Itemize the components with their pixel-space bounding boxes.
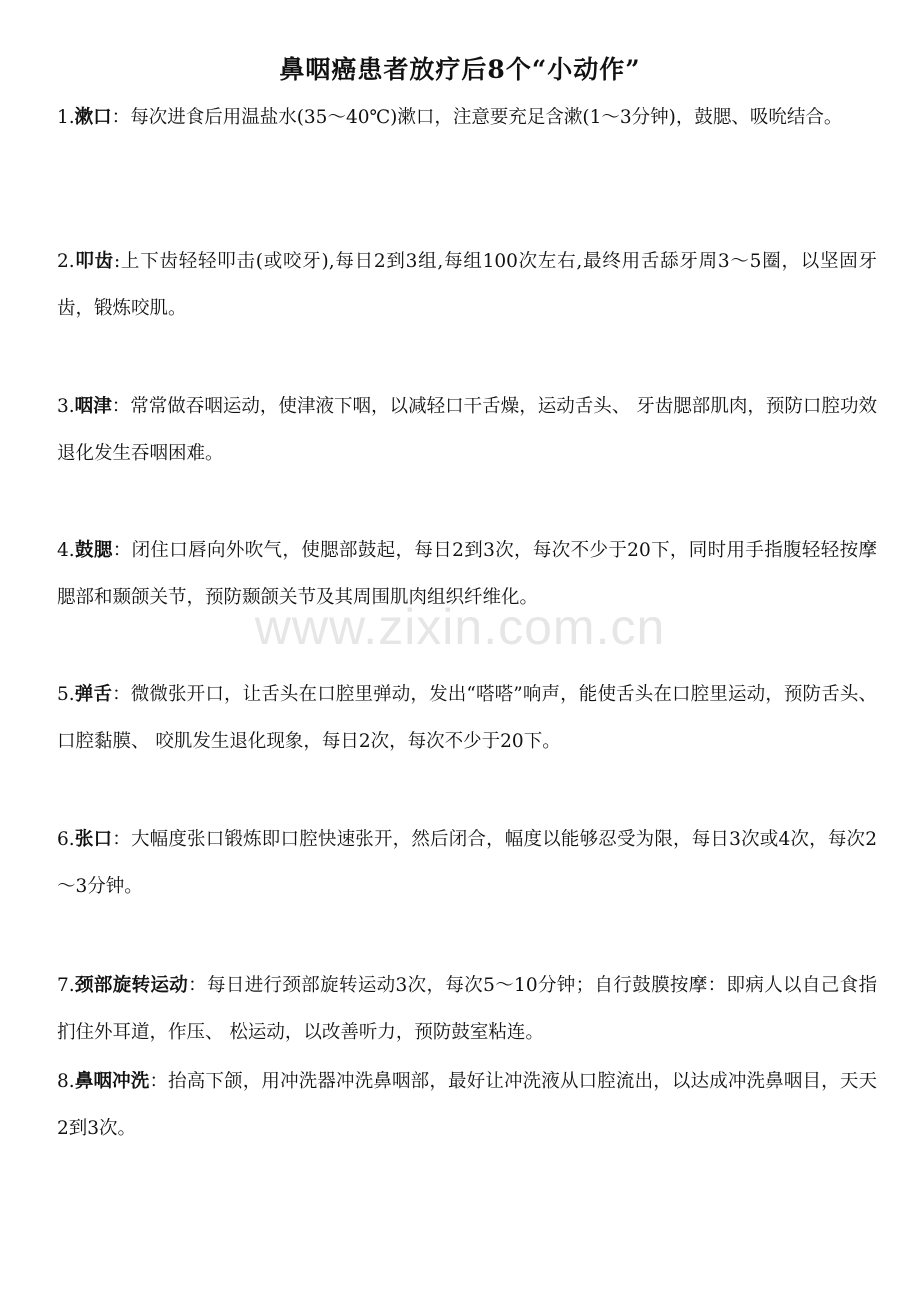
- item-separator: ：: [188, 975, 207, 996]
- item-number: 3.: [57, 396, 75, 417]
- list-item: [57, 527, 877, 621]
- list-item: [57, 238, 877, 332]
- item-separator: ：: [112, 684, 131, 705]
- item-number: 5.: [57, 684, 75, 705]
- item-text: 上下齿轻轻叩击(或咬牙),每日2到3组,每组100次左右,最终用舌舔牙周3～5圈，以坚固牙齿，锻炼咬肌。: [57, 251, 877, 319]
- item-term: 张口: [74, 829, 113, 850]
- list-item: [57, 383, 877, 477]
- item-separator: ：: [111, 107, 131, 128]
- item-separator: ：: [112, 829, 131, 850]
- item-number: 2.: [57, 251, 75, 272]
- item-text: 闭住口唇向外吹气，使腮部鼓起，每日2到3次，每次不少于20下，同时用手指腹轻轻按摩腮部和颞颌关节，预防颞颌关节及其周围肌肉组织纤维化。: [57, 540, 877, 608]
- item-text: 微微张开口，让舌头在口腔里弹动，发出“嗒嗒”响声，能使舌头在口腔里运动，预防舌头、 口腔黏膜、 咬肌发生退化现象，每日2次，每次不少于20下。: [57, 684, 877, 752]
- list-item: [57, 816, 877, 910]
- item-separator: ：: [111, 396, 131, 417]
- item-term: 咽津: [74, 396, 112, 417]
- item-text: 每日进行颈部旋转运动3次，每次5～10分钟；自行鼓膜按摩：即病人以自己食指扪住外耳道，作压、 松运动，以改善听力，预防鼓室粘连。: [57, 975, 877, 1043]
- item-term: 颈部旋转运动: [74, 975, 189, 996]
- item-text: 抬高下颌，用冲洗器冲洗鼻咽部，最好让冲洗液从口腔流出，以达成冲洗鼻咽目，天天2到3次。: [57, 1071, 877, 1139]
- item-number: 4.: [57, 540, 75, 561]
- watermark: www.zixin.com.cn: [254, 599, 666, 655]
- list-item: [57, 671, 877, 765]
- item-text: 大幅度张口锻炼即口腔快速张开，然后闭合，幅度以能够忍受为限，每日3次或4次，每次2～3分钟。: [57, 829, 877, 897]
- item-separator: :: [113, 251, 121, 272]
- item-term: 鼓腮: [74, 540, 113, 561]
- item-number: 6.: [57, 829, 75, 850]
- document-title: 鼻咽癌患者放疗后8个“小动作”: [279, 55, 641, 84]
- item-text: 常常做吞咽运动，使津液下咽，以减轻口干舌燥，运动舌头、 牙齿腮部肌肉，预防口腔功效退化发生吞咽困难。: [57, 396, 877, 464]
- list-item: [57, 1058, 877, 1152]
- item-term: 弹舌: [74, 684, 113, 705]
- item-number: 8.: [57, 1071, 75, 1092]
- item-term: 叩齿: [74, 251, 114, 272]
- item-number: 1.: [57, 107, 75, 128]
- list-item: [57, 962, 877, 1056]
- item-number: 7.: [57, 975, 75, 996]
- item-separator: ：: [149, 1071, 169, 1092]
- item-text: 每次进食后用温盐水(35～40℃)漱口，注意要充足含漱(1～3分钟)，鼓腮、吸吮结合。: [130, 107, 843, 128]
- item-separator: ：: [112, 540, 132, 561]
- item-term: 漱口: [74, 107, 112, 128]
- list-item: [57, 94, 877, 141]
- item-term: 鼻咽冲洗: [74, 1071, 150, 1092]
